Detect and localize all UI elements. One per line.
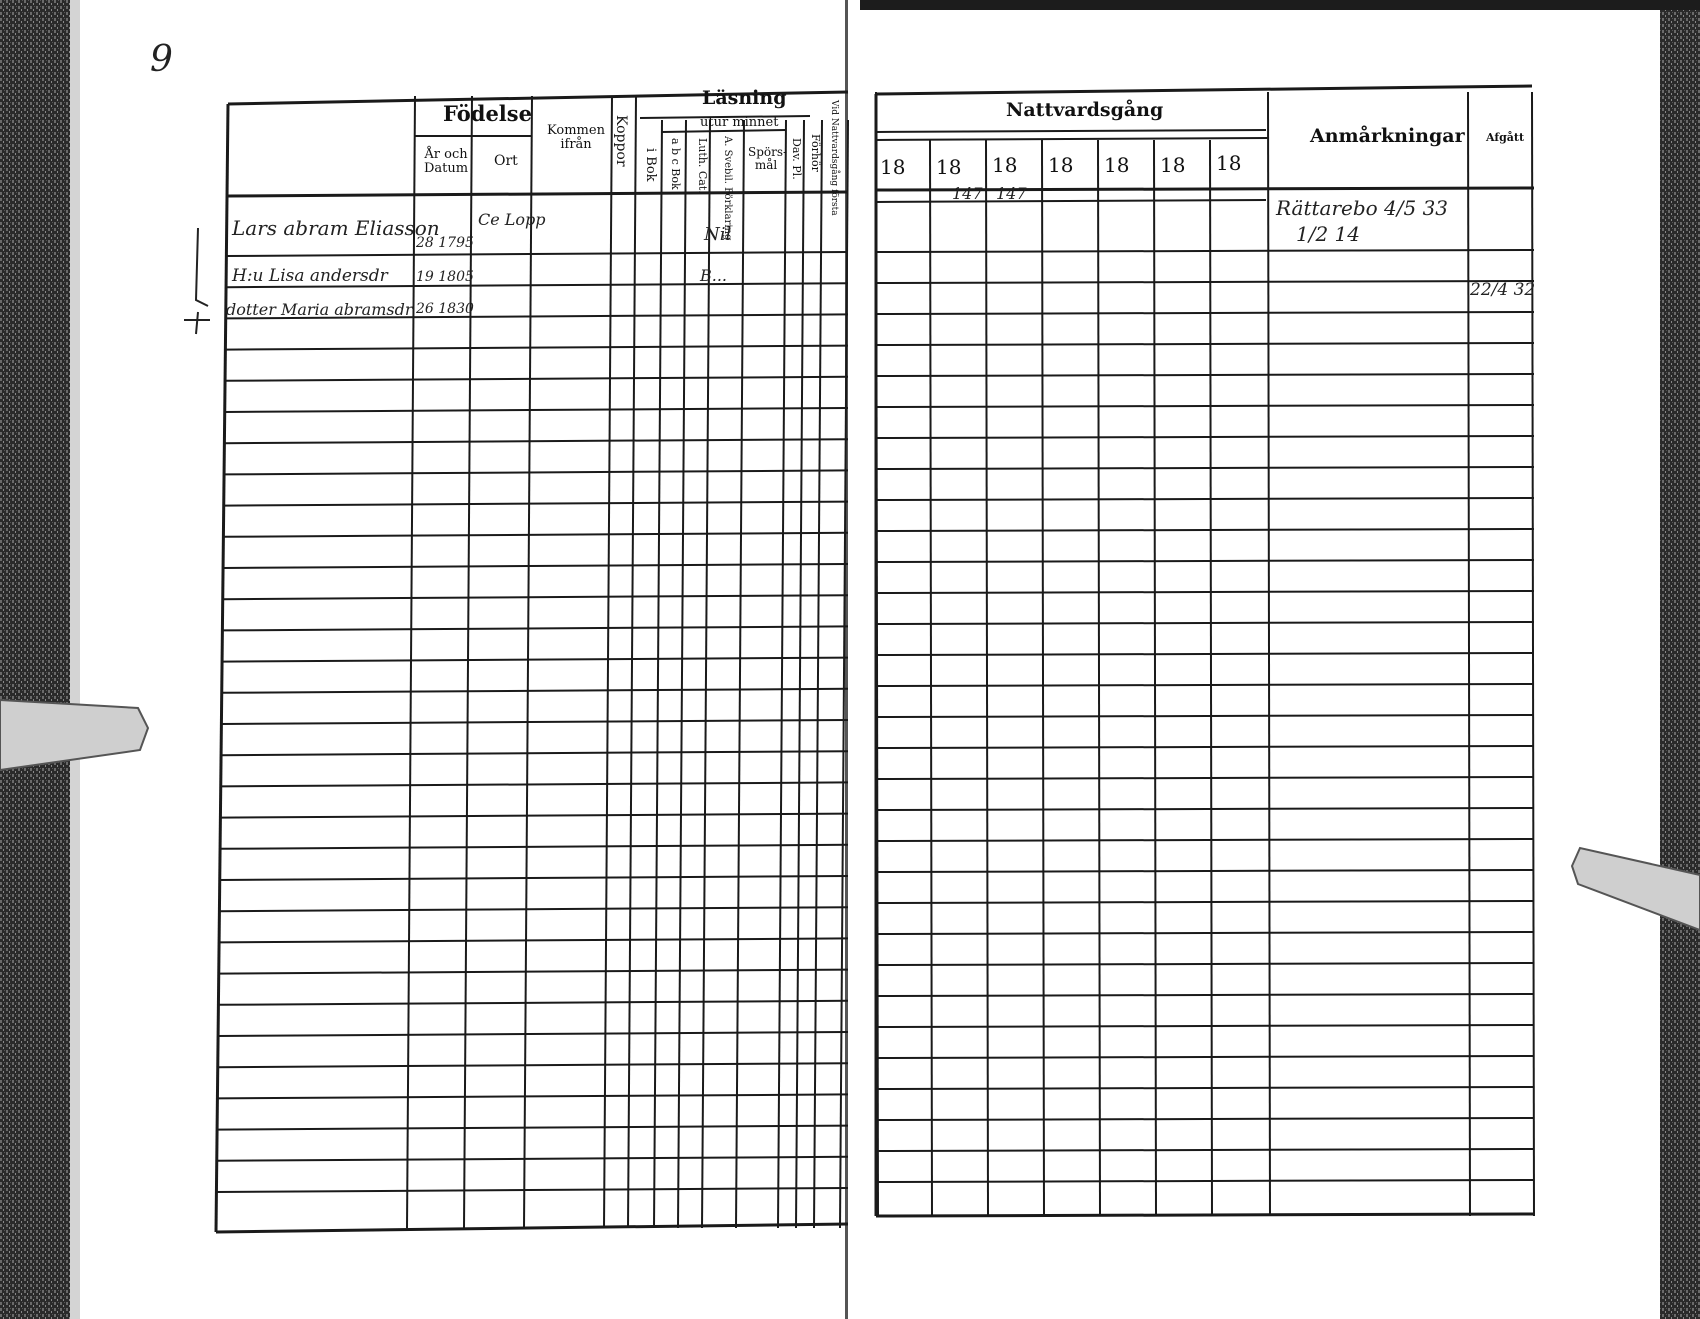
right-row-rule (876, 312, 1534, 314)
remark-text-2: 1/2 14 (1296, 222, 1360, 246)
right-row-rule (876, 498, 1534, 500)
right-header-subrule (876, 200, 1266, 202)
header-kommen-ifran: Kommen ifrån (547, 123, 605, 153)
right-column-rule (1098, 140, 1100, 1216)
left-row-rule (219, 907, 848, 911)
right-grid (876, 86, 1534, 1216)
right-row-rule (876, 374, 1534, 376)
right-row-rule (876, 1025, 1534, 1027)
entry-1-name: Lars abram Eliasson (232, 216, 440, 240)
right-row-rule (876, 622, 1534, 624)
left-frame-bottom (216, 1224, 848, 1232)
right-row-rule (876, 684, 1534, 686)
left-column-rule (604, 96, 612, 1228)
left-row-rule (222, 626, 848, 630)
right-row-rule (876, 839, 1534, 841)
right-column-rule (1210, 140, 1212, 1216)
left-edge-shadow (0, 0, 70, 1319)
right-row-rule (876, 870, 1534, 872)
right-column-rule (1042, 140, 1044, 1216)
right-row-rule (876, 1118, 1534, 1120)
left-column-rule (814, 120, 822, 1228)
right-row-rule (876, 1149, 1534, 1151)
first-row-mark-4: 147 (996, 184, 1027, 203)
left-column-rule (628, 96, 636, 1228)
header-year-7: 18 (1216, 151, 1242, 175)
left-row-rule (226, 252, 848, 256)
right-frame-bottom (876, 1214, 1534, 1216)
right-row-rule (876, 963, 1534, 965)
left-column-rule (524, 96, 532, 1228)
left-row-rule (225, 377, 848, 381)
left-row-rule (218, 970, 848, 974)
left-row-rule (225, 346, 848, 350)
left-column-rule (654, 120, 662, 1228)
header-luth-cat: Luth. Cat. (696, 138, 709, 194)
left-row-rule (216, 1126, 848, 1130)
header-sporsmal: Spörs-mål (748, 145, 788, 173)
header-year-6: 18 (1160, 153, 1186, 177)
left-grid (215, 92, 848, 1232)
left-row-rule (224, 439, 848, 443)
right-row-rule (876, 1087, 1534, 1089)
left-frame-left (216, 104, 228, 1232)
left-row-rule (217, 1094, 848, 1098)
right-row-rule (876, 343, 1534, 345)
right-row-rule (876, 932, 1534, 934)
left-row-rule (217, 1032, 848, 1036)
left-column-rule (796, 120, 804, 1228)
left-row-rule (218, 938, 848, 942)
right-row-rule (876, 281, 1534, 283)
left-column-rule (702, 120, 710, 1228)
left-row-rule (216, 1157, 848, 1161)
entry-1-place: Ce Lopp (478, 210, 546, 229)
left-row-rule (224, 470, 848, 474)
right-row-rule (876, 250, 1534, 252)
header-year-3: 18 (992, 153, 1018, 177)
left-row-rule (222, 595, 848, 599)
right-column-rule (930, 140, 932, 1216)
entry-2-name: H:u Lisa andersdr (232, 266, 388, 286)
header-year-5: 18 (1104, 153, 1130, 177)
right-row-rule (876, 777, 1534, 779)
entry-1-date: 28 1795 (416, 235, 474, 251)
header-year-1: 18 (880, 155, 906, 179)
header-koppor: Koppor (613, 115, 629, 167)
left-header-bottom (228, 192, 848, 196)
right-row-rule (876, 715, 1534, 717)
header-vid-nattvardsgang: Vid Nattvardsgång första (829, 100, 839, 216)
header-forhor: Förhör (809, 134, 822, 172)
right-header-subrule (876, 138, 1268, 140)
entry-2-reading: B... (700, 266, 728, 285)
header-a-svebil: A. Svebil. Förklaring (722, 136, 733, 241)
right-row-rule (876, 994, 1534, 996)
left-column-rule (407, 96, 415, 1228)
left-row-rule (215, 1188, 848, 1192)
right-column-rule (986, 140, 988, 1216)
header-dav-pl: Dav. Pl. (790, 138, 803, 180)
header-year-2: 18 (936, 155, 962, 179)
left-edge-fade (70, 0, 80, 1319)
right-row-rule (876, 467, 1534, 469)
header-ar-och-datum: År och Datum (423, 147, 469, 177)
left-column-rule (678, 120, 686, 1228)
left-row-rule (217, 1063, 848, 1067)
header-i-bok: i Bok (643, 148, 658, 182)
header-afgatt: Afgått (1486, 131, 1525, 144)
left-bracket-marks (184, 228, 210, 334)
header-fodelse: Födelse (443, 101, 532, 126)
left-column-rule (464, 96, 472, 1228)
left-column-rule (778, 120, 786, 1228)
right-row-rule (876, 560, 1534, 562)
right-row-rule (876, 405, 1534, 407)
remark-text: Rättarebo 4/5 33 (1276, 196, 1449, 220)
header-year-4: 18 (1048, 153, 1074, 177)
right-frame-top (876, 86, 1532, 94)
header-ort: Ort (494, 153, 518, 169)
header-nattvardsgang: Nattvardsgång (1006, 99, 1164, 121)
left-column-rule (736, 120, 744, 1228)
left-row-rule (221, 720, 848, 724)
left-row-rule (221, 751, 848, 755)
left-row-rule (223, 502, 848, 506)
left-row-rule (219, 845, 848, 849)
first-row-mark-3: 147 (952, 184, 983, 203)
right-edge-shadow (1660, 0, 1700, 1319)
right-row-rule (876, 591, 1534, 593)
left-row-rule (219, 876, 848, 880)
right-row-rule (876, 436, 1534, 438)
left-row-rule (222, 658, 848, 662)
page-number: 9 (150, 39, 173, 80)
left-row-rule (223, 533, 848, 537)
entry-2-date: 19 1805 (416, 269, 474, 285)
left-row-rule (220, 782, 848, 786)
entry-3-date: 26 1830 (416, 301, 474, 317)
bookmark-strip-left (0, 700, 148, 770)
header-abc-bok: a b c Bok (669, 138, 682, 190)
left-row-rule (220, 814, 848, 818)
entry-3-name: dotter Maria abramsdr (226, 300, 413, 319)
left-row-rule (218, 1001, 848, 1005)
right-row-rule (876, 529, 1534, 531)
left-row-rule (223, 564, 848, 568)
right-row-rule (876, 746, 1534, 748)
right-row-rule (876, 1056, 1534, 1058)
entry-1-reading: Nil (704, 224, 732, 245)
right-column-rule (1154, 140, 1156, 1216)
header-lasning: Läsning (702, 87, 787, 109)
left-row-rule (221, 689, 848, 693)
top-right-shadow (860, 0, 1700, 10)
header-anmarkningar: Anmårkningar (1310, 125, 1465, 147)
right-row-rule (876, 1180, 1534, 1182)
right-row-rule (876, 808, 1534, 810)
right-header-subrule (876, 130, 1266, 132)
right-row-rule (876, 653, 1534, 655)
left-header-subrule (662, 130, 786, 132)
left-row-rule (224, 408, 848, 412)
right-row-rule (876, 901, 1534, 903)
header-utur-minnet: utur minnet (700, 115, 779, 130)
afgatt-value: 22/4 32 (1470, 280, 1536, 300)
